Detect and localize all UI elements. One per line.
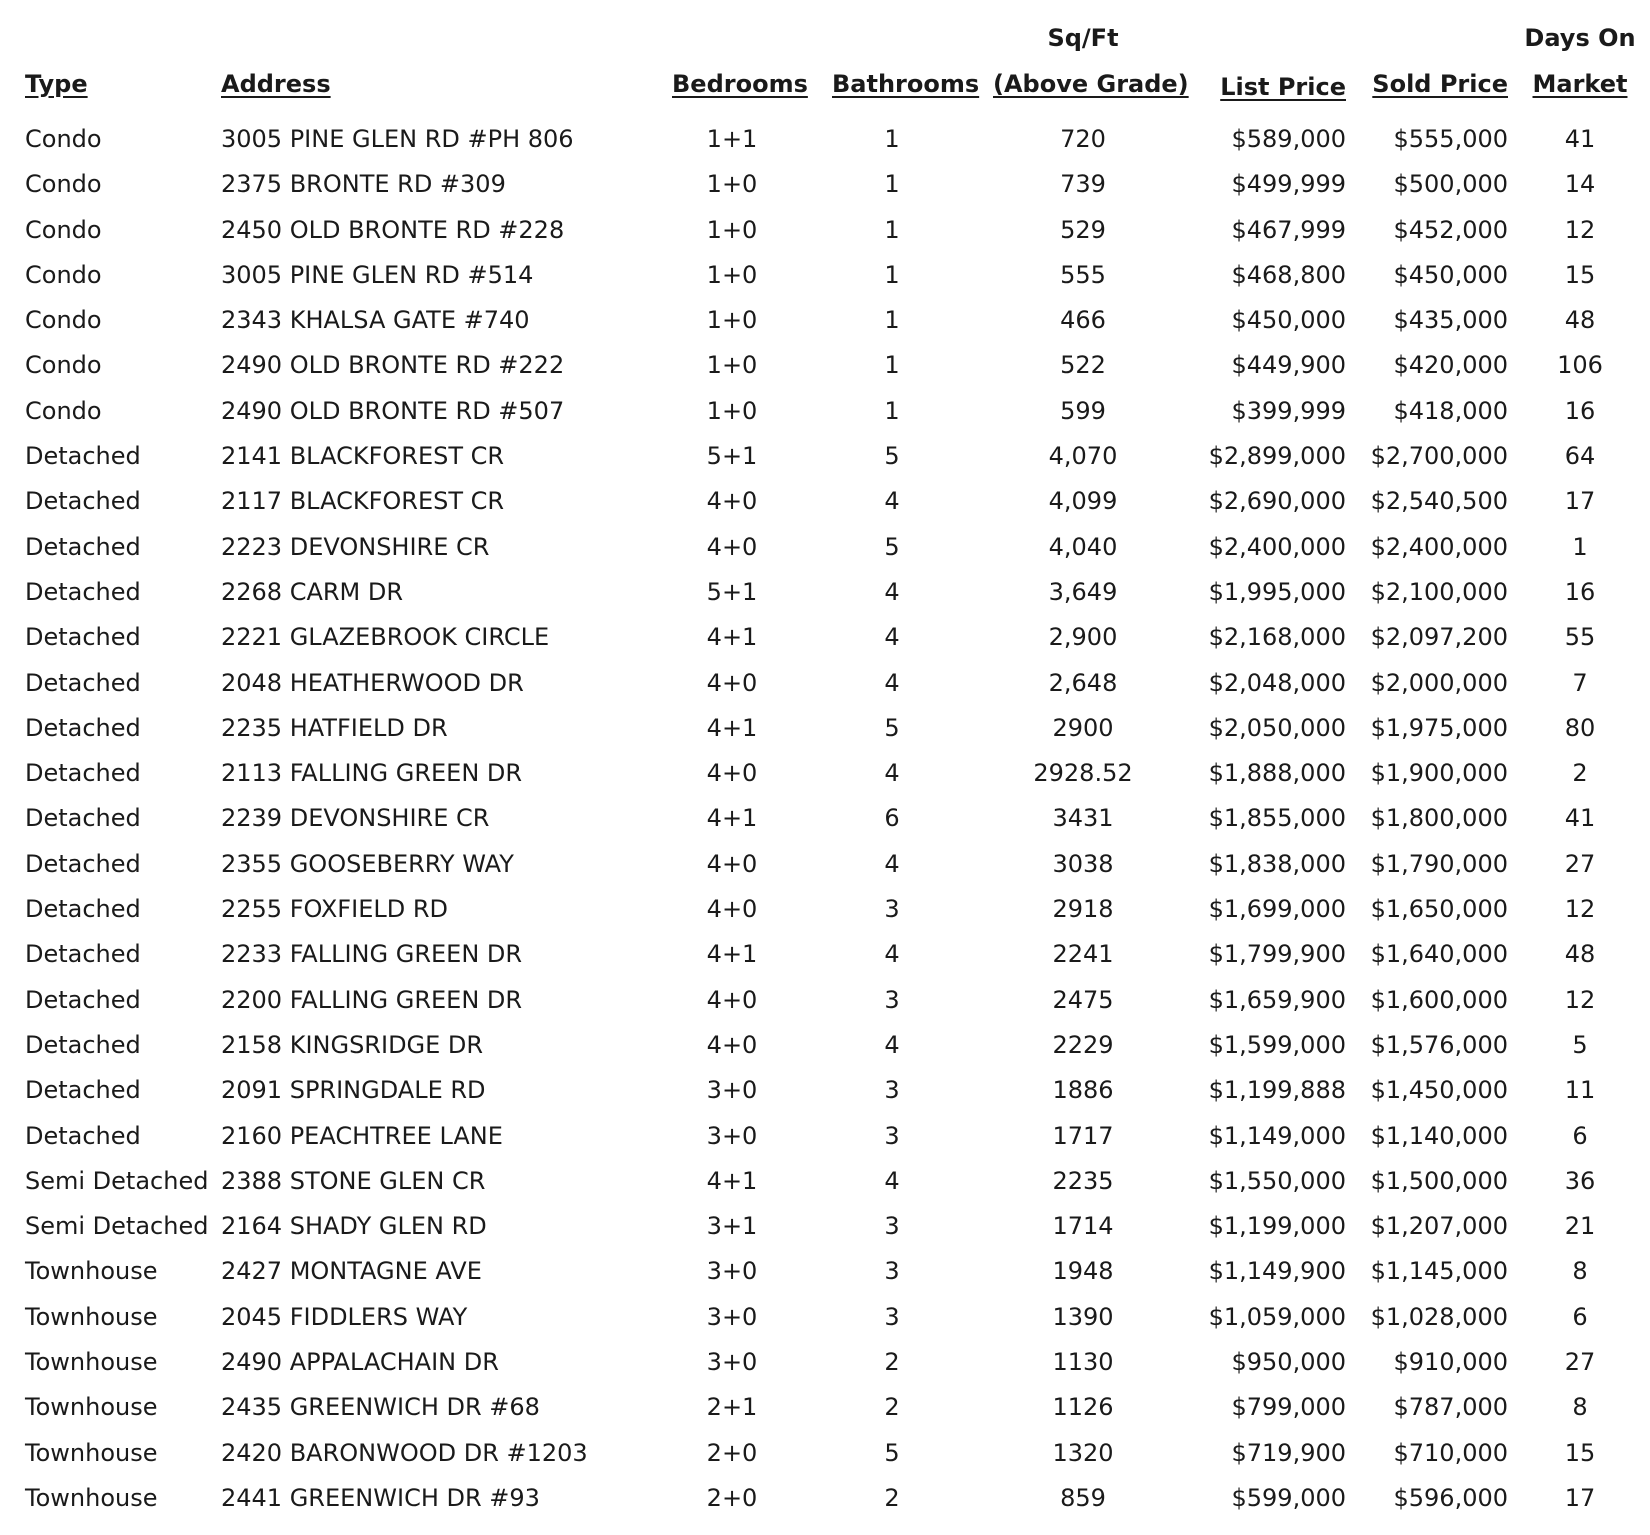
table-row: [0, 797, 1650, 842]
cell-bathrooms: 1: [884, 125, 900, 153]
cell-list-price: $2,400,000: [1208, 532, 1346, 561]
cell-bedrooms: 1+1: [706, 125, 758, 153]
cell-sqft: 4,040: [1048, 532, 1118, 561]
cell-sqft: 1390: [1052, 1302, 1114, 1331]
cell-address: 2441 GREENWICH DR #93: [221, 1483, 540, 1512]
cell-type: Condo: [25, 170, 102, 199]
cell-sqft: 2241: [1052, 940, 1114, 969]
cell-sqft: 720: [1060, 125, 1106, 153]
cell-days-on-market: 7: [1572, 668, 1588, 697]
cell-sold-price: $420,000: [1393, 351, 1508, 380]
cell-address: 2490 OLD BRONTE RD #507: [221, 396, 565, 425]
cell-days-on-market: 27: [1564, 1348, 1596, 1377]
cell-type: Detached: [25, 1121, 141, 1150]
cell-bedrooms: 4+1: [706, 623, 758, 652]
table-row: [0, 1341, 1650, 1386]
table-row: [0, 209, 1650, 254]
cell-bathrooms: 6: [884, 804, 900, 833]
cell-bedrooms: 4+1: [706, 713, 758, 742]
cell-sold-price: $1,450,000: [1370, 1076, 1508, 1105]
cell-days-on-market: 15: [1564, 260, 1596, 289]
cell-sold-price: $450,000: [1393, 260, 1508, 289]
cell-sqft: 2,648: [1048, 668, 1118, 697]
cell-bathrooms: 3: [884, 1076, 900, 1105]
cell-bathrooms: 1: [884, 170, 900, 199]
cell-sold-price: $2,700,000: [1370, 442, 1508, 471]
table-row: [0, 843, 1650, 888]
cell-days-on-market: 27: [1564, 849, 1596, 878]
header-address: Address: [221, 70, 331, 98]
cell-type: Detached: [25, 1030, 141, 1059]
cell-bathrooms: 1: [884, 351, 900, 380]
cell-address: 2158 KINGSRIDGE DR: [221, 1030, 484, 1059]
cell-bathrooms: 4: [884, 759, 900, 788]
cell-sold-price: $1,576,000: [1370, 1030, 1508, 1059]
cell-bedrooms: 3+0: [706, 1076, 758, 1105]
cell-sqft: 555: [1060, 260, 1106, 289]
cell-days-on-market: 16: [1564, 396, 1596, 425]
cell-address: 2435 GREENWICH DR #68: [221, 1393, 540, 1422]
cell-sqft: 1717: [1052, 1121, 1114, 1150]
cell-address: 2045 FIDDLERS WAY: [221, 1302, 468, 1331]
cell-sqft: 739: [1060, 170, 1106, 199]
cell-sold-price: $418,000: [1393, 396, 1508, 425]
cell-bathrooms: 3: [884, 1302, 900, 1331]
header-sqft-line2: (Above Grade): [993, 70, 1189, 98]
cell-list-price: $1,149,900: [1208, 1257, 1346, 1286]
cell-address: 2268 CARM DR: [221, 577, 404, 606]
cell-bedrooms: 5+1: [706, 442, 758, 471]
cell-days-on-market: 48: [1564, 306, 1596, 335]
cell-bathrooms: 4: [884, 849, 900, 878]
header-type: Type: [25, 70, 88, 98]
cell-list-price: $399,999: [1231, 396, 1346, 425]
cell-sqft: 522: [1060, 351, 1106, 380]
cell-address: 2255 FOXFIELD RD: [221, 895, 448, 924]
cell-type: Detached: [25, 623, 141, 652]
cell-address: 2343 KHALSA GATE #740: [221, 306, 530, 335]
cell-list-price: $1,699,000: [1208, 895, 1346, 924]
cell-address: 2235 HATFIELD DR: [221, 713, 448, 742]
cell-type: Condo: [25, 351, 102, 380]
cell-sold-price: $1,028,000: [1370, 1302, 1508, 1331]
cell-sqft: 3431: [1052, 804, 1114, 833]
table-row: [0, 1432, 1650, 1477]
cell-list-price: $799,000: [1231, 1393, 1346, 1422]
cell-sqft: 859: [1060, 1483, 1106, 1512]
cell-address: 2164 SHADY GLEN RD: [221, 1212, 487, 1241]
cell-type: Townhouse: [25, 1302, 158, 1331]
cell-bedrooms: 4+0: [706, 668, 758, 697]
cell-sqft: 4,099: [1048, 487, 1118, 516]
cell-sqft: 3038: [1052, 849, 1114, 878]
cell-bedrooms: 1+0: [706, 396, 758, 425]
table-row: [0, 299, 1650, 344]
cell-bathrooms: 5: [884, 713, 900, 742]
cell-type: Detached: [25, 532, 141, 561]
cell-sqft: 1320: [1052, 1438, 1114, 1467]
cell-days-on-market: 12: [1564, 985, 1596, 1014]
cell-list-price: $467,999: [1231, 215, 1346, 244]
cell-sold-price: $500,000: [1393, 170, 1508, 199]
cell-bedrooms: 5+1: [706, 577, 758, 606]
cell-type: Condo: [25, 125, 102, 153]
header-bedrooms: Bedrooms: [672, 70, 808, 98]
cell-days-on-market: 5: [1572, 1030, 1588, 1059]
cell-bedrooms: 3+0: [706, 1348, 758, 1377]
cell-days-on-market: 6: [1572, 1302, 1588, 1331]
table-row: [0, 480, 1650, 525]
cell-type: Condo: [25, 260, 102, 289]
cell-sold-price: $452,000: [1393, 215, 1508, 244]
cell-sold-price: $1,800,000: [1370, 804, 1508, 833]
cell-days-on-market: 6: [1572, 1121, 1588, 1150]
cell-sqft: 4,070: [1048, 442, 1118, 471]
cell-bedrooms: 2+1: [706, 1393, 758, 1422]
cell-sold-price: $1,900,000: [1370, 759, 1508, 788]
table-row: [0, 163, 1650, 208]
cell-bedrooms: 4+0: [706, 759, 758, 788]
table-row: [0, 254, 1650, 299]
cell-bedrooms: 4+0: [706, 849, 758, 878]
cell-bedrooms: 2+0: [706, 1438, 758, 1467]
table-row: [0, 435, 1650, 480]
table-row: [0, 1296, 1650, 1341]
table-row: [0, 979, 1650, 1024]
cell-sqft: 2928.52: [1033, 759, 1133, 788]
cell-bedrooms: 1+0: [706, 215, 758, 244]
cell-type: Semi Detached: [25, 1166, 209, 1195]
cell-days-on-market: 41: [1564, 804, 1596, 833]
cell-bathrooms: 1: [884, 396, 900, 425]
cell-days-on-market: 55: [1564, 623, 1596, 652]
cell-sold-price: $1,650,000: [1370, 895, 1508, 924]
cell-address: 2239 DEVONSHIRE CR: [221, 804, 490, 833]
cell-bedrooms: 4+0: [706, 985, 758, 1014]
table-row: [0, 662, 1650, 707]
cell-bathrooms: 3: [884, 1257, 900, 1286]
table-row: [0, 1024, 1650, 1069]
cell-bathrooms: 3: [884, 1212, 900, 1241]
cell-list-price: $950,000: [1231, 1348, 1346, 1377]
cell-sold-price: $787,000: [1393, 1393, 1508, 1422]
table-row: [0, 616, 1650, 661]
table-row: [0, 1069, 1650, 1114]
cell-type: Condo: [25, 396, 102, 425]
cell-days-on-market: 1: [1572, 532, 1588, 561]
table-row: [0, 344, 1650, 389]
cell-days-on-market: 80: [1564, 713, 1596, 742]
cell-sold-price: $1,640,000: [1370, 940, 1508, 969]
table-body: [0, 118, 1650, 1522]
cell-bedrooms: 4+0: [706, 487, 758, 516]
cell-bedrooms: 4+1: [706, 940, 758, 969]
cell-bathrooms: 3: [884, 985, 900, 1014]
cell-address: 2117 BLACKFOREST CR: [221, 487, 505, 516]
cell-days-on-market: 16: [1564, 577, 1596, 606]
cell-sold-price: $596,000: [1393, 1483, 1508, 1512]
cell-type: Detached: [25, 895, 141, 924]
cell-address: 2233 FALLING GREEN DR: [221, 940, 523, 969]
cell-bathrooms: 4: [884, 940, 900, 969]
cell-bathrooms: 3: [884, 1121, 900, 1150]
cell-type: Detached: [25, 849, 141, 878]
cell-type: Townhouse: [25, 1348, 158, 1377]
cell-sold-price: $1,975,000: [1370, 713, 1508, 742]
cell-type: Townhouse: [25, 1438, 158, 1467]
cell-days-on-market: 48: [1564, 940, 1596, 969]
cell-list-price: $1,149,000: [1208, 1121, 1346, 1150]
cell-sqft: 2229: [1052, 1030, 1114, 1059]
cell-address: 2200 FALLING GREEN DR: [221, 985, 523, 1014]
cell-list-price: $1,059,000: [1208, 1302, 1346, 1331]
cell-sqft: 599: [1060, 396, 1106, 425]
cell-list-price: $1,659,900: [1208, 985, 1346, 1014]
cell-bedrooms: 1+0: [706, 306, 758, 335]
cell-bedrooms: 4+1: [706, 1166, 758, 1195]
cell-sqft: 529: [1060, 215, 1106, 244]
cell-bedrooms: 4+1: [706, 804, 758, 833]
cell-list-price: $1,855,000: [1208, 804, 1346, 833]
cell-days-on-market: 14: [1564, 170, 1596, 199]
cell-list-price: $1,550,000: [1208, 1166, 1346, 1195]
cell-bedrooms: 1+0: [706, 260, 758, 289]
cell-bathrooms: 2: [884, 1348, 900, 1377]
table-row: [0, 888, 1650, 933]
cell-bathrooms: 4: [884, 668, 900, 697]
table-row: [0, 1115, 1650, 1160]
table-row: [0, 1386, 1650, 1431]
cell-list-price: $1,199,888: [1208, 1076, 1346, 1105]
cell-sqft: 2900: [1052, 713, 1114, 742]
cell-sold-price: $710,000: [1393, 1438, 1508, 1467]
cell-sqft: 1948: [1052, 1257, 1114, 1286]
cell-sold-price: $1,140,000: [1370, 1121, 1508, 1150]
cell-type: Detached: [25, 487, 141, 516]
cell-type: Detached: [25, 1076, 141, 1105]
cell-address: 2141 BLACKFOREST CR: [221, 442, 505, 471]
cell-sold-price: $555,000: [1393, 125, 1508, 153]
cell-type: Condo: [25, 306, 102, 335]
cell-address: 2048 HEATHERWOOD DR: [221, 668, 524, 697]
cell-days-on-market: 8: [1572, 1393, 1588, 1422]
cell-sold-price: $435,000: [1393, 306, 1508, 335]
cell-type: Condo: [25, 215, 102, 244]
cell-sqft: 1886: [1052, 1076, 1114, 1105]
cell-days-on-market: 106: [1557, 351, 1603, 380]
cell-sold-price: $2,100,000: [1370, 577, 1508, 606]
cell-type: Detached: [25, 804, 141, 833]
cell-type: Townhouse: [25, 1257, 158, 1286]
cell-sqft: 2,900: [1048, 623, 1118, 652]
cell-bathrooms: 2: [884, 1393, 900, 1422]
cell-bedrooms: 3+0: [706, 1257, 758, 1286]
cell-type: Detached: [25, 668, 141, 697]
cell-list-price: $2,168,000: [1208, 623, 1346, 652]
header-list-price: List Price: [1220, 73, 1346, 101]
cell-bathrooms: 5: [884, 532, 900, 561]
table-row: [0, 1250, 1650, 1295]
cell-list-price: $1,888,000: [1208, 759, 1346, 788]
cell-address: 2450 OLD BRONTE RD #228: [221, 215, 565, 244]
cell-days-on-market: 21: [1564, 1212, 1596, 1241]
cell-sqft: 1714: [1052, 1212, 1114, 1241]
cell-sqft: 2235: [1052, 1166, 1114, 1195]
cell-address: 2490 OLD BRONTE RD #222: [221, 351, 565, 380]
cell-bathrooms: 1: [884, 215, 900, 244]
cell-address: 3005 PINE GLEN RD #PH 806: [221, 125, 574, 153]
cell-days-on-market: 2: [1572, 759, 1588, 788]
cell-bathrooms: 1: [884, 306, 900, 335]
cell-bedrooms: 4+0: [706, 895, 758, 924]
cell-list-price: $1,838,000: [1208, 849, 1346, 878]
table-row: [0, 752, 1650, 797]
cell-sqft: 3,649: [1048, 577, 1118, 606]
cell-days-on-market: 15: [1564, 1438, 1596, 1467]
cell-bathrooms: 1: [884, 260, 900, 289]
cell-bathrooms: 2: [884, 1483, 900, 1512]
cell-days-on-market: 17: [1564, 1483, 1596, 1512]
cell-days-on-market: 36: [1564, 1166, 1596, 1195]
cell-address: 2420 BARONWOOD DR #1203: [221, 1438, 588, 1467]
cell-bathrooms: 5: [884, 1438, 900, 1467]
header-bathrooms: Bathrooms: [832, 70, 980, 98]
cell-bathrooms: 5: [884, 442, 900, 471]
table-row: [0, 1160, 1650, 1205]
cell-bedrooms: 1+0: [706, 351, 758, 380]
table-row: [0, 390, 1650, 435]
cell-list-price: $1,599,000: [1208, 1030, 1346, 1059]
cell-list-price: $2,690,000: [1208, 487, 1346, 516]
header-dom-line1: Days On: [1524, 24, 1636, 52]
cell-days-on-market: 12: [1564, 895, 1596, 924]
cell-type: Detached: [25, 985, 141, 1014]
cell-type: Detached: [25, 442, 141, 471]
cell-bedrooms: 3+1: [706, 1212, 758, 1241]
cell-bedrooms: 3+0: [706, 1302, 758, 1331]
cell-days-on-market: 12: [1564, 215, 1596, 244]
cell-bathrooms: 4: [884, 1030, 900, 1059]
header-sold-price: Sold Price: [1372, 70, 1508, 98]
table-row: [0, 933, 1650, 978]
cell-sold-price: $1,790,000: [1370, 849, 1508, 878]
cell-address: 2113 FALLING GREEN DR: [221, 759, 523, 788]
cell-type: Townhouse: [25, 1393, 158, 1422]
cell-address: 2221 GLAZEBROOK CIRCLE: [221, 623, 550, 652]
cell-bathrooms: 4: [884, 577, 900, 606]
cell-address: 3005 PINE GLEN RD #514: [221, 260, 534, 289]
cell-address: 2355 GOOSEBERRY WAY: [221, 849, 514, 878]
cell-bathrooms: 4: [884, 623, 900, 652]
cell-type: Detached: [25, 713, 141, 742]
cell-bedrooms: 4+0: [706, 532, 758, 561]
cell-list-price: $449,900: [1231, 351, 1346, 380]
cell-days-on-market: 17: [1564, 487, 1596, 516]
cell-list-price: $599,000: [1231, 1483, 1346, 1512]
cell-list-price: $589,000: [1231, 125, 1346, 153]
cell-sold-price: $2,540,500: [1370, 487, 1508, 516]
cell-list-price: $499,999: [1231, 170, 1346, 199]
cell-bathrooms: 4: [884, 1166, 900, 1195]
table-row: [0, 1477, 1650, 1522]
cell-list-price: $2,048,000: [1208, 668, 1346, 697]
cell-bathrooms: 3: [884, 895, 900, 924]
cell-sold-price: $910,000: [1393, 1348, 1508, 1377]
cell-list-price: $2,050,000: [1208, 713, 1346, 742]
cell-list-price: $450,000: [1231, 306, 1346, 335]
cell-address: 2427 MONTAGNE AVE: [221, 1257, 482, 1286]
cell-bedrooms: 2+0: [706, 1483, 758, 1512]
cell-list-price: $719,900: [1231, 1438, 1346, 1467]
cell-sqft: 1126: [1052, 1393, 1114, 1422]
cell-list-price: $1,199,000: [1208, 1212, 1346, 1241]
cell-sqft: 2475: [1052, 985, 1114, 1014]
table-row: [0, 707, 1650, 752]
cell-sold-price: $2,400,000: [1370, 532, 1508, 561]
table-row: [0, 118, 1650, 163]
cell-sqft: 1130: [1052, 1348, 1114, 1377]
cell-sold-price: $2,097,200: [1370, 623, 1508, 652]
cell-days-on-market: 11: [1564, 1076, 1596, 1105]
cell-address: 2091 SPRINGDALE RD: [221, 1076, 486, 1105]
cell-address: 2490 APPALACHAIN DR: [221, 1348, 499, 1377]
cell-sold-price: $2,000,000: [1370, 668, 1508, 697]
cell-bedrooms: 4+0: [706, 1030, 758, 1059]
cell-sold-price: $1,207,000: [1370, 1212, 1508, 1241]
cell-type: Detached: [25, 759, 141, 788]
cell-list-price: $468,800: [1231, 260, 1346, 289]
cell-sold-price: $1,500,000: [1370, 1166, 1508, 1195]
cell-type: Detached: [25, 577, 141, 606]
cell-days-on-market: 64: [1564, 442, 1596, 471]
cell-address: 2160 PEACHTREE LANE: [221, 1121, 503, 1150]
table-row: [0, 526, 1650, 571]
header-sqft-line1: Sq/Ft: [1047, 24, 1119, 52]
cell-bathrooms: 4: [884, 487, 900, 516]
cell-address: 2223 DEVONSHIRE CR: [221, 532, 490, 561]
cell-sold-price: $1,145,000: [1370, 1257, 1508, 1286]
cell-type: Townhouse: [25, 1483, 158, 1512]
cell-bedrooms: 3+0: [706, 1121, 758, 1150]
cell-sqft: 2918: [1052, 895, 1114, 924]
cell-type: Detached: [25, 940, 141, 969]
cell-bedrooms: 1+0: [706, 170, 758, 199]
cell-sqft: 466: [1060, 306, 1106, 335]
cell-list-price: $1,995,000: [1208, 577, 1346, 606]
header-dom-line2: Market: [1532, 70, 1628, 98]
cell-sold-price: $1,600,000: [1370, 985, 1508, 1014]
table-row: [0, 571, 1650, 616]
cell-type: Semi Detached: [25, 1212, 209, 1241]
cell-list-price: $1,799,900: [1208, 940, 1346, 969]
cell-address: 2375 BRONTE RD #309: [221, 170, 506, 199]
cell-address: 2388 STONE GLEN CR: [221, 1166, 486, 1195]
table-row: [0, 1205, 1650, 1250]
cell-days-on-market: 8: [1572, 1257, 1588, 1286]
cell-list-price: $2,899,000: [1208, 442, 1346, 471]
cell-days-on-market: 41: [1564, 125, 1596, 153]
